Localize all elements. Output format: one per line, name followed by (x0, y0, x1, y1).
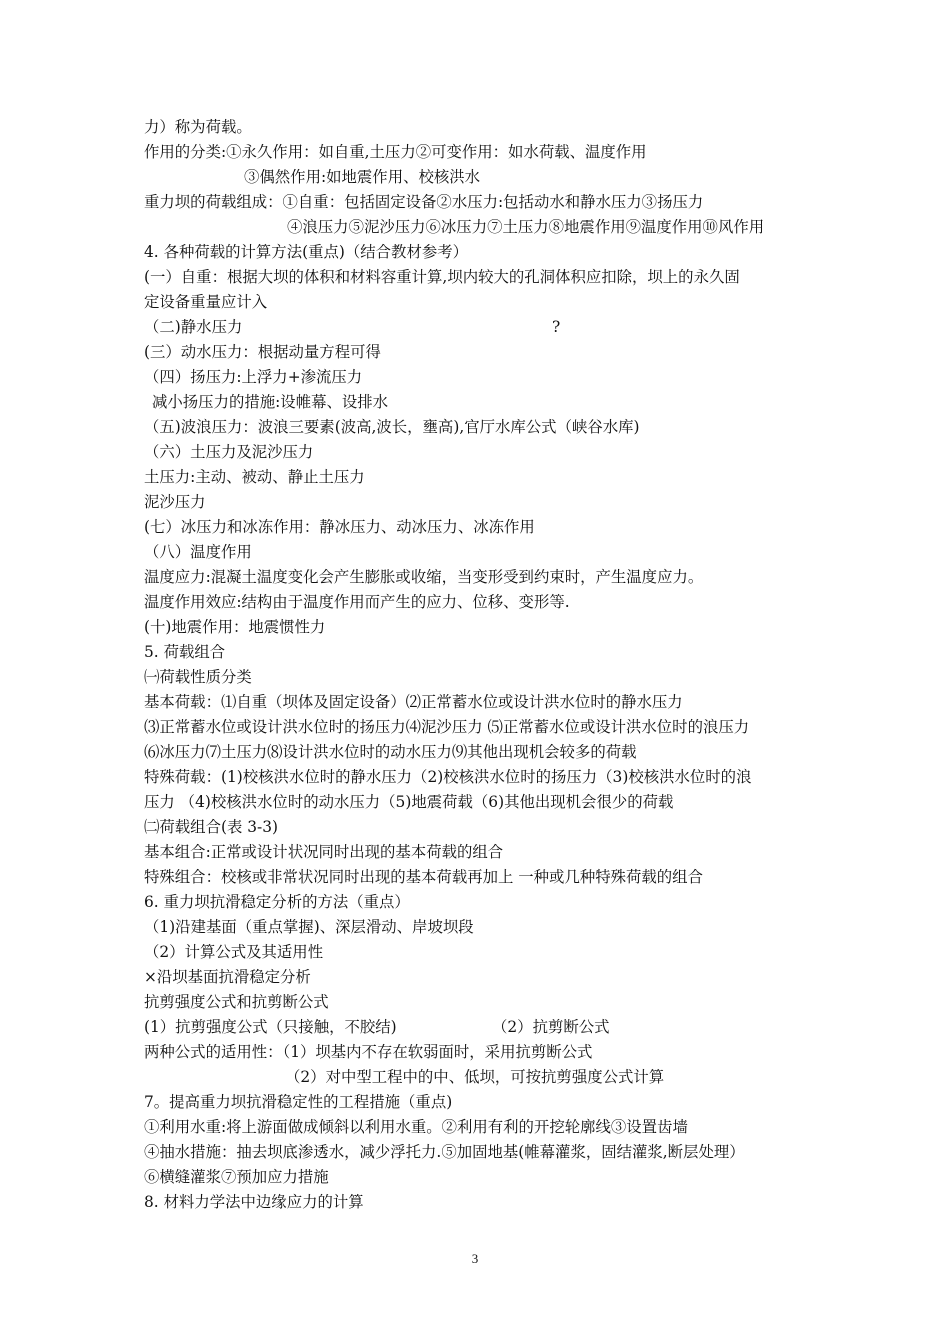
text-line: (三）动水压力：根据动量方程可得 (144, 343, 381, 361)
text-line: ⑶正常蓄水位或设计洪水位时的扬压力⑷泥沙压力 ⑸正常蓄水位或设计洪水位时的浪压力 (144, 718, 750, 736)
text-line: 抗剪强度公式和抗剪断公式 (144, 993, 329, 1011)
section-heading: 5. 荷载组合 (144, 643, 226, 661)
text-line: (七）冰压力和冰冻作用：静冰压力、动冰压力、冰冻作用 (144, 518, 535, 536)
text-line: ⑹冰压力⑺土压力⑻设计洪水位时的动水压力⑼其他出现机会较多的荷载 (144, 743, 637, 761)
section-heading: 7。提高重力坝抗滑稳定性的工程措施（重点) (144, 1093, 453, 1111)
text-line: 基本组合:正常或设计状况同时出现的基本荷载的组合 (144, 843, 504, 861)
text-line: 泥沙压力 (144, 493, 206, 511)
text-line: (一）自重：根据大坝的体积和材料容重计算,坝内较大的孔洞体积应扣除，坝上的永久固 (144, 268, 740, 286)
text-line: 两种公式的适用性：（1）坝基内不存在软弱面时，采用抗剪断公式 (144, 1043, 593, 1061)
text-line: 温度应力:混凝土温度变化会产生膨胀或收缩，当变形受到约束时，产生温度应力。 (144, 568, 704, 586)
text-line: 特殊荷载：(1)校核洪水位时的静水压力（2)校核洪水位时的扬压力（3)校核洪水位时的浪 (144, 768, 752, 786)
text-line: （四）扬压力:上浮力+渗流压力 (144, 368, 363, 386)
text-line: ④抽水措施：抽去坝底渗透水，减少浮托力.⑤加固地基(帷幕灌浆，固结灌浆,断层处理） (144, 1143, 745, 1161)
text-line: 基本荷载：⑴自重（坝体及固定设备）⑵正常蓄水位或设计洪水位时的静水压力 (144, 693, 683, 711)
question-mark: ? (552, 318, 561, 336)
text-line: ㈠荷载性质分类 (144, 668, 252, 686)
text-line: (1）抗剪强度公式（只接触，不胶结) (144, 1018, 397, 1036)
text-line: ①利用水重:将上游面做成倾斜以利用水重。②利用有利的开挖轮廓线③设置齿墙 (144, 1118, 688, 1136)
text-line: （2）对中型工程中的中、低坝，可按抗剪强度公式计算 (285, 1068, 665, 1086)
text-line: ⑥横缝灌浆⑦预加应力措施 (144, 1168, 329, 1186)
page-number: 3 (471, 1251, 479, 1266)
section-heading: 6. 重力坝抗滑稳定分析的方法（重点） (144, 893, 410, 911)
text-line: （2）抗剪断公式 (492, 1018, 610, 1036)
text-line: 土压力:主动、被动、静止土压力 (144, 468, 365, 486)
text-line: ×沿坝基面抗滑稳定分析 (144, 968, 311, 986)
text-line: ③偶然作用:如地震作用、校核洪水 (244, 168, 481, 186)
text-line: ④浪压力⑤泥沙压力⑥冰压力⑦土压力⑧地震作用⑨温度作用⑩风作用 (287, 218, 765, 236)
text-line: （2）计算公式及其适用性 (144, 943, 324, 961)
text-line: （八）温度作用 (144, 543, 252, 561)
text-line: 特殊组合：校核或非常状况同时出现的基本荷载再加上 一种或几种特殊荷载的组合 (144, 868, 703, 886)
text-line: 温度作用效应:结构由于温度作用而产生的应力、位移、变形等. (144, 593, 570, 611)
text-line: ㈡荷载组合(表 3-3) (144, 818, 279, 836)
text-line: 力）称为荷载。 (144, 118, 252, 136)
section-heading: 4. 各种荷载的计算方法(重点)（结合教材参考） (144, 243, 469, 261)
section-heading: 8. 材料力学法中边缘应力的计算 (144, 1193, 364, 1211)
text-line: （六）土压力及泥沙压力 (144, 443, 314, 461)
text-line: （二)静水压力 (144, 318, 243, 336)
text-line: 减小扬压力的措施:设帷幕、设排水 (152, 393, 389, 411)
text-line: (十)地震作用：地震惯性力 (144, 618, 326, 636)
text-line: 作用的分类:①永久作用：如自重,土压力②可变作用：如水荷载、温度作用 (144, 143, 647, 161)
text-line: 重力坝的荷载组成：①自重：包括固定设备②水压力:包括动水和静水压力③扬压力 (144, 193, 704, 211)
text-line: （五)波浪压力：波浪三要素(波高,波长，壅高),官厅水库公式（峡谷水库) (144, 418, 640, 436)
text-line: 定设备重量应计入 (144, 293, 268, 311)
text-line: （1)沿建基面（重点掌握)、深层滑动、岸坡坝段 (144, 918, 474, 936)
text-line: 压力 （4)校核洪水位时的动水压力（5)地震荷载（6)其他出现机会很少的荷载 (144, 793, 674, 811)
